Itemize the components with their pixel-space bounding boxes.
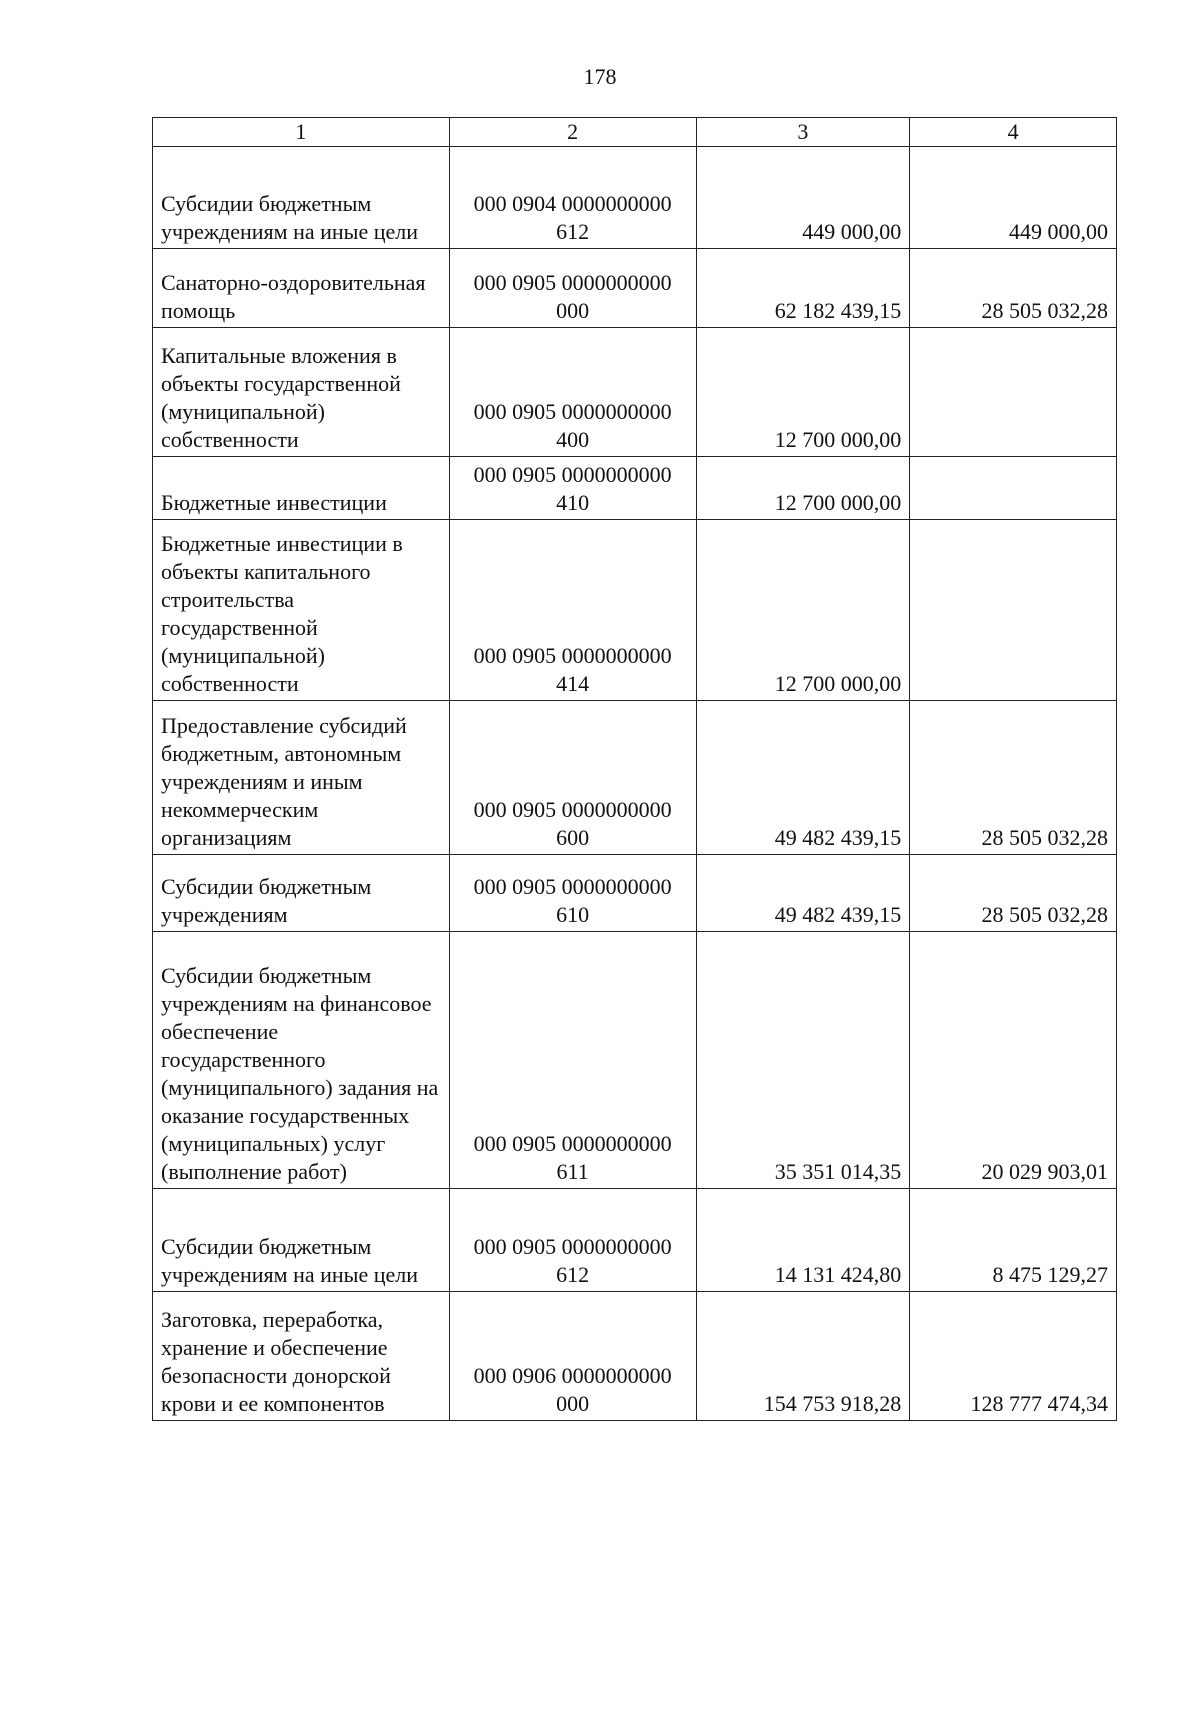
row-amount-col3: 12 700 000,00 xyxy=(696,457,910,520)
row-amount-col4: 449 000,00 xyxy=(910,147,1117,249)
row-name: Бюджетные инвестиции в объекты капитального строительства государственной (муниципальной) собственности xyxy=(153,520,450,701)
budget-table xyxy=(152,117,1117,1421)
row-amount-col3: 35 351 014,35 xyxy=(696,932,910,1189)
header-col-4: 4 xyxy=(910,118,1117,147)
table-row xyxy=(153,328,1117,457)
row-name: Капитальные вложения в объекты государственной (муниципальной) собственности xyxy=(153,328,450,457)
row-code xyxy=(449,328,696,457)
row-code-type: 410 xyxy=(556,490,590,515)
row-code xyxy=(449,249,696,328)
page-number: 178 xyxy=(583,64,617,89)
row-amount-col4 xyxy=(910,520,1117,701)
header-col-1: 1 xyxy=(153,118,450,147)
row-amount-col3: 12 700 000,00 xyxy=(696,520,910,701)
table-row xyxy=(153,855,1117,932)
row-code-classification: 000 0905 0000000000 xyxy=(473,797,672,822)
row-amount-col4: 28 505 032,28 xyxy=(910,855,1117,932)
row-amount-col3: 154 753 918,28 xyxy=(696,1292,910,1421)
row-amount-col3: 62 182 439,15 xyxy=(696,249,910,328)
row-amount-col4: 28 505 032,28 xyxy=(910,701,1117,855)
row-code-classification: 000 0905 0000000000 xyxy=(473,643,672,668)
table-row xyxy=(153,1189,1117,1292)
row-amount-col4: 28 505 032,28 xyxy=(910,249,1117,328)
row-name: Субсидии бюджетным учреждениям на иные цели xyxy=(153,1189,450,1292)
row-code xyxy=(449,147,696,249)
row-name: Субсидии бюджетным учреждениям xyxy=(153,855,450,932)
table-row xyxy=(153,1292,1117,1421)
table-row xyxy=(153,520,1117,701)
row-code-type: 600 xyxy=(556,825,590,850)
row-code xyxy=(449,1189,696,1292)
row-name: Субсидии бюджетным учреждениям на иные цели xyxy=(153,147,450,249)
row-amount-col4: 20 029 903,01 xyxy=(910,932,1117,1189)
row-code xyxy=(449,701,696,855)
row-code-type: 000 xyxy=(556,1391,590,1416)
row-amount-col3: 49 482 439,15 xyxy=(696,701,910,855)
table-row xyxy=(153,147,1117,249)
row-code-classification: 000 0905 0000000000 xyxy=(473,462,672,487)
row-code-type: 612 xyxy=(556,219,590,244)
row-amount-col4 xyxy=(910,457,1117,520)
row-amount-col3: 12 700 000,00 xyxy=(696,328,910,457)
row-code-classification: 000 0905 0000000000 xyxy=(473,1131,672,1156)
table-row xyxy=(153,932,1117,1189)
table-row xyxy=(153,457,1117,520)
table-row xyxy=(153,249,1117,328)
row-code xyxy=(449,1292,696,1421)
row-amount-col4: 8 475 129,27 xyxy=(910,1189,1117,1292)
row-amount-col3: 449 000,00 xyxy=(696,147,910,249)
row-amount-col4 xyxy=(910,328,1117,457)
row-name: Бюджетные инвестиции xyxy=(153,457,450,520)
row-code-classification: 000 0905 0000000000 xyxy=(473,1234,672,1259)
row-amount-col3: 49 482 439,15 xyxy=(696,855,910,932)
table-row xyxy=(153,701,1117,855)
table-header-row xyxy=(153,118,1117,147)
row-code-classification: 000 0905 0000000000 xyxy=(473,874,672,899)
row-code-classification: 000 0905 0000000000 xyxy=(473,270,672,295)
row-code-type: 610 xyxy=(556,902,590,927)
row-code xyxy=(449,855,696,932)
row-code xyxy=(449,932,696,1189)
row-name: Санаторно-оздоровительная помощь xyxy=(153,249,450,328)
row-code-classification: 000 0905 0000000000 xyxy=(473,399,672,424)
row-code-type: 611 xyxy=(556,1159,589,1184)
row-code xyxy=(449,457,696,520)
header-col-3: 3 xyxy=(696,118,910,147)
row-name: Предоставление субсидий бюджетным, автономным учреждениям и иным некоммерческим организациям xyxy=(153,701,450,855)
row-name: Субсидии бюджетным учреждениям на финансовое обеспечение государственного (муниципального) задания на оказание государственных (муниципальных) услуг (выполнение работ) xyxy=(153,932,450,1189)
row-code xyxy=(449,520,696,701)
row-code-type: 400 xyxy=(556,427,590,452)
row-code-type: 000 xyxy=(556,298,590,323)
row-code-classification: 000 0906 0000000000 xyxy=(473,1363,672,1388)
row-code-type: 414 xyxy=(556,671,590,696)
table-body xyxy=(153,147,1117,1421)
row-code-classification: 000 0904 0000000000 xyxy=(473,191,672,216)
row-amount-col4: 128 777 474,34 xyxy=(910,1292,1117,1421)
header-col-2: 2 xyxy=(449,118,696,147)
row-code-type: 612 xyxy=(556,1262,590,1287)
row-name: Заготовка, переработка, хранение и обеспечение безопасности донорской крови и ее компонентов xyxy=(153,1292,450,1421)
row-amount-col3: 14 131 424,80 xyxy=(696,1189,910,1292)
